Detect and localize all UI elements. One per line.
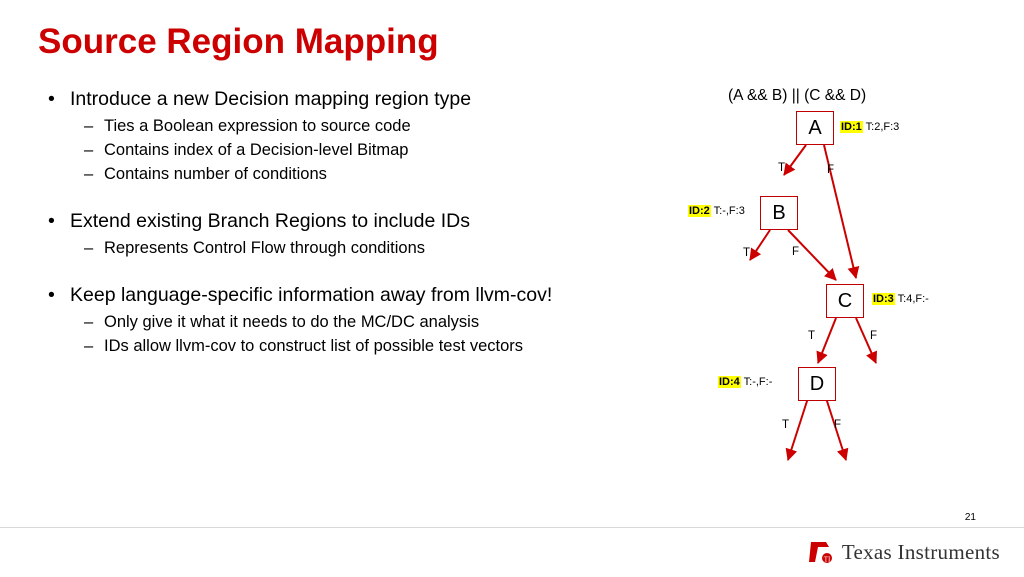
bullet-group xyxy=(42,282,662,358)
edge-label-false: F xyxy=(834,419,842,431)
edge-label-true: T xyxy=(743,247,751,259)
bullet-list xyxy=(42,86,662,380)
boolean-expression: (A && B) || (C && D) xyxy=(728,87,867,104)
slide-footer xyxy=(0,527,1024,577)
node-b-id-detail: T:-,F:3 xyxy=(710,205,745,217)
sub-bullet-glyph: – xyxy=(84,165,94,183)
node-a-id-tag xyxy=(840,121,899,133)
node-b-id-prefix: ID:2 xyxy=(689,205,710,217)
node-c-id-detail: T:4,F:- xyxy=(894,293,929,305)
tree-edges xyxy=(660,78,1020,478)
node-d-id-prefix: ID:4 xyxy=(719,376,740,388)
bullet-item xyxy=(42,86,662,112)
sub-bullet-text: Ties a Boolean expression to source code xyxy=(104,117,411,135)
node-d-id-detail: T:-,F:- xyxy=(740,376,773,388)
sub-bullet-text: Represents Control Flow through conditions xyxy=(104,239,426,257)
sub-bullet-glyph: – xyxy=(84,239,94,257)
sub-bullet-glyph: – xyxy=(84,141,94,159)
tree-node-c: C xyxy=(826,284,864,318)
bullet-glyph: • xyxy=(48,210,55,232)
page-title: Source Region Mapping xyxy=(38,22,439,61)
sub-bullet-glyph: – xyxy=(84,337,94,355)
sub-bullet-text: Only give it what it needs to do the MC/DC analysis xyxy=(104,313,480,331)
sub-bullet-item xyxy=(42,138,662,162)
sub-bullet-text: IDs allow llvm-cov to construct list of possible test vectors xyxy=(104,337,524,355)
node-c-id-prefix: ID:3 xyxy=(873,293,894,305)
bullet-group xyxy=(42,86,662,186)
page-number: 21 xyxy=(964,512,976,523)
svg-text:TI: TI xyxy=(823,555,831,564)
sub-bullet-text: Contains index of a Decision-level Bitmap xyxy=(104,141,409,159)
node-d-id-tag xyxy=(718,376,772,388)
ti-logo-mark xyxy=(806,538,834,566)
sub-bullet-item xyxy=(42,236,662,260)
ti-logo xyxy=(806,538,1000,566)
edge-label-true: T xyxy=(808,330,816,342)
node-c-id-tag xyxy=(872,293,929,305)
bullet-text: Keep language-specific information away from llvm-cov! xyxy=(70,284,553,306)
sub-bullet-item xyxy=(42,334,662,358)
edge-label-false: F xyxy=(870,330,878,342)
tree-node-a: A xyxy=(796,111,834,145)
tree-node-d: D xyxy=(798,367,836,401)
edge-label-true: T xyxy=(778,162,786,174)
edge-label-false: F xyxy=(792,246,800,258)
bullet-item xyxy=(42,282,662,308)
sub-bullet-glyph: – xyxy=(84,313,94,331)
bullet-glyph: • xyxy=(48,88,55,110)
bullet-text: Extend existing Branch Regions to include IDs xyxy=(70,210,470,232)
ti-logo-wordmark: Texas Instruments xyxy=(841,539,1000,564)
sub-bullet-text: Contains number of conditions xyxy=(104,165,327,183)
bullet-text: Introduce a new Decision mapping region type xyxy=(70,88,472,110)
node-a-id-detail: T:2,F:3 xyxy=(862,121,900,133)
sub-bullet-item xyxy=(42,310,662,334)
bullet-group xyxy=(42,208,662,260)
sub-bullet-item xyxy=(42,114,662,138)
decision-tree-diagram xyxy=(660,78,1020,478)
node-b-id-tag xyxy=(688,205,745,217)
edge-label-false: F xyxy=(827,164,835,176)
bullet-item xyxy=(42,208,662,234)
node-a-id-prefix: ID:1 xyxy=(841,121,862,133)
edge-label-true: T xyxy=(782,419,790,431)
sub-bullet-glyph: – xyxy=(84,117,94,135)
sub-bullet-item xyxy=(42,162,662,186)
bullet-glyph: • xyxy=(48,284,55,306)
tree-node-b: B xyxy=(760,196,798,230)
